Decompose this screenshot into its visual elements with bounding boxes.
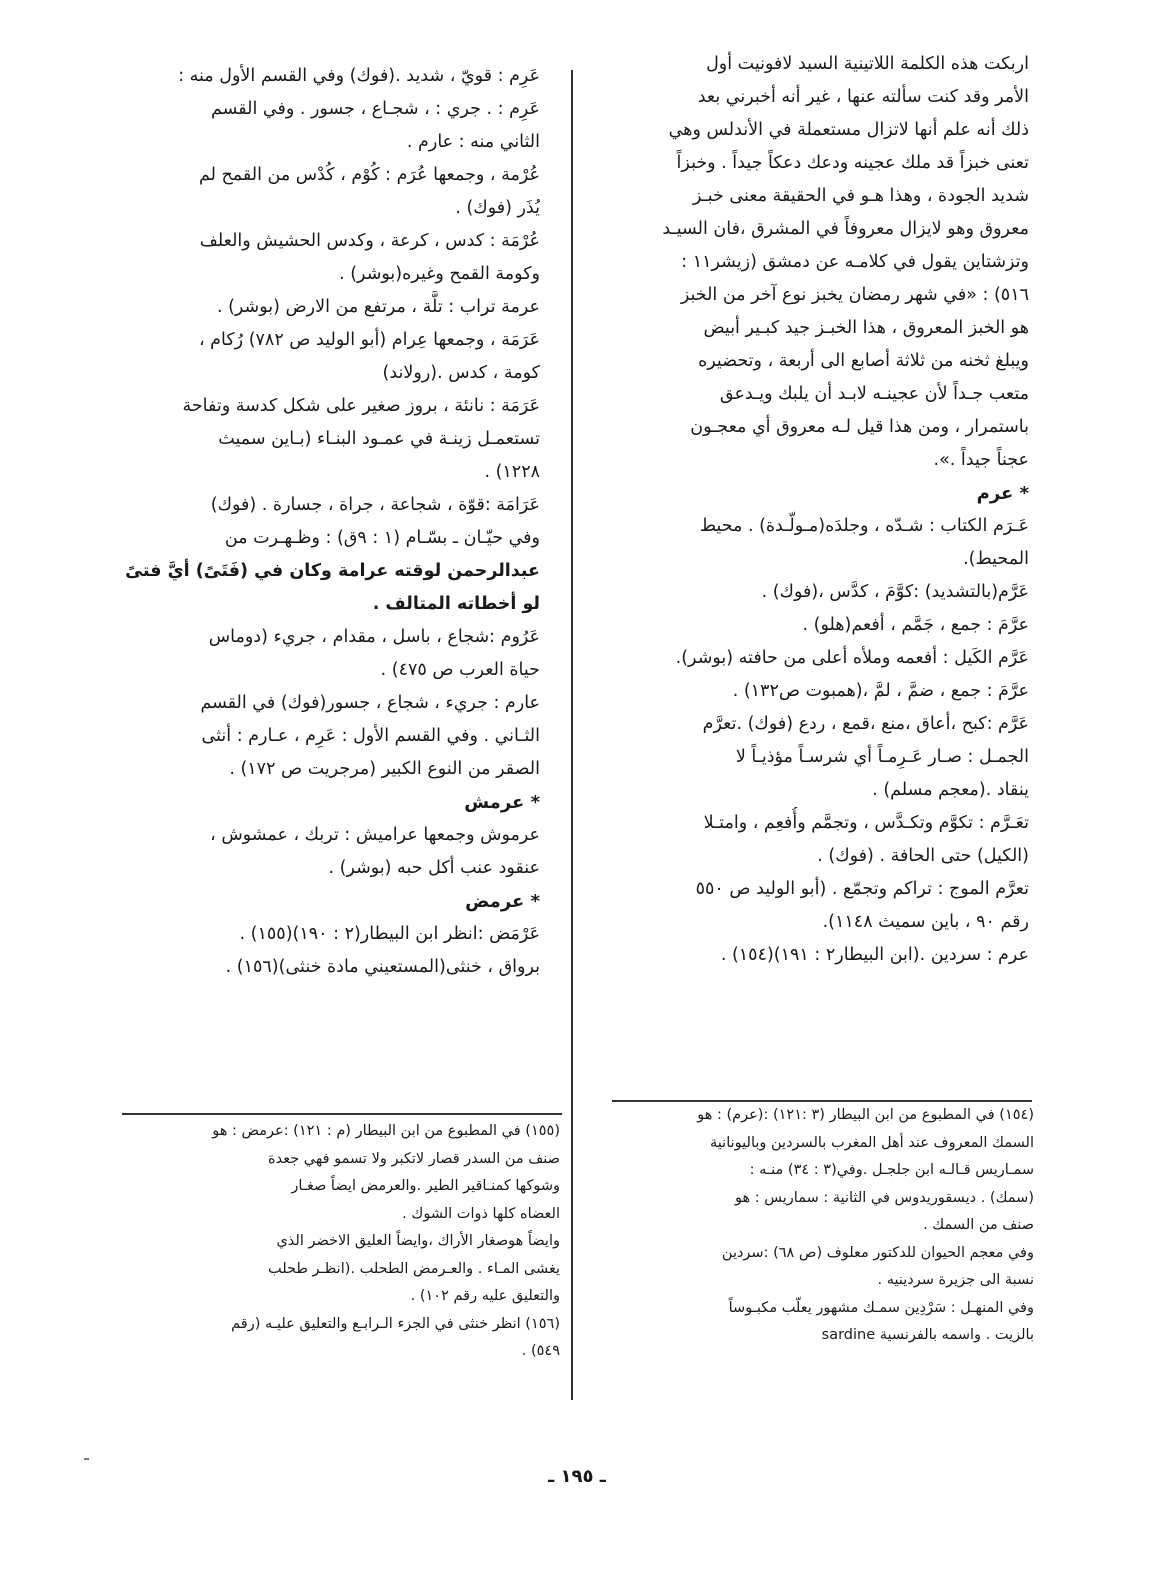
entry-line: الجمـل : صـار عَـرِمـاً أي شرسـاً مؤذيـاً لا [735, 747, 1029, 767]
text-line: معروق وهو لايزال معروفاً في المشرق ،فان السيـد [662, 219, 1029, 239]
entry-line: عَرِم : قويّ ، شديد .(فوك) وفي القسم الأول منه : [178, 66, 540, 86]
entry-line: عُرْمة ، وجمعها عُرَم : كُوْم ، كُدْس من القمح لم [198, 165, 540, 185]
entry-line: عَرَمَة : نانئة ، بروز صغير على شكل كدسة وتفاحة [182, 396, 540, 416]
footnote-line: (١٥٤) في المطبوع من ابن البيطار (٣ :١٢١) :(عرم) : هو [697, 1107, 1034, 1123]
text-line: هو الخبز المعروق ، هذا الخبـز جيد كبـير أبيض [703, 318, 1029, 338]
entry-line: برواق ، خنثى(المستعيني مادة خنثى)(١٥٦) . [225, 957, 540, 977]
entry-line: عرَّمَ : جمع ، جَمَّم ، أفعم(هلو) . [802, 615, 1029, 635]
text-line: الأمر وقد كنت سألته عنها ، غير أنه أخبرني بعد [697, 87, 1029, 107]
left-column [120, 60, 540, 984]
text-line: باستمرار ، ومن هذا قيل لـه معروق أي معجـون [690, 417, 1029, 437]
footnotes-left [120, 1118, 560, 1366]
entry-line: (الكيل) حتى الحافة . (فوك) . [817, 846, 1029, 866]
entry-line: عَرَامَة :قوّة ، شجاعة ، جراة ، جسارة . (فوك) [210, 495, 540, 515]
text-line: شديد الجودة ، وهذا هـو في الحقيقة معنى خبـز [692, 186, 1029, 206]
entry-line: عبدالرحمن لوقته عرامة وكان في (فَتَىً) أيَّ فتىً [125, 561, 540, 581]
scan-speck [84, 1458, 89, 1460]
section-heading: * عرم [976, 483, 1029, 504]
entry-line: لو أخطاته المتالف . [372, 594, 540, 614]
entry-line: عَرَّم(بالتشديد) :كوَّمَ ، كدَّس ،(فوك) . [761, 582, 1029, 602]
footnote-line: وفي المنهـل : سَرْدِين سمـك مشهور يعلّب مكبـوساً [728, 1299, 1034, 1316]
footnote-rule [122, 1113, 562, 1115]
section-heading: * عرمض [465, 891, 540, 912]
footnote-line: ٥٤٩) . [521, 1343, 560, 1359]
text-line: وتزشتاين يقول في كلامـه عن دمشق (زيشر١١ : [681, 252, 1029, 272]
footnote-line: صنف من السمك . [923, 1217, 1034, 1233]
entry-line: عَرُوم :شجاع ، باسل ، مقدام ، جريء (دوماس [208, 627, 540, 647]
section-heading: * عرمش [464, 792, 540, 813]
entry-line: تعرَّم الموج : تراكم وتجمّع . (أبو الوليد ص ٥٥٠ [695, 879, 1029, 899]
entry-line: وفي حيّـان ـ بسّـام (١ : ٩ق) : وظـهـرت من [224, 528, 540, 548]
intro-paragraph [609, 48, 1029, 477]
right-column [609, 48, 1029, 972]
footnote-line: (سمك) . ديسقوريدوس في الثانية : سماريس : هو [735, 1189, 1034, 1206]
footnotes-right [604, 1102, 1034, 1350]
entry-line: عَـرَم الكتاب : شـدّه ، وجلدَه(مـولّـدة) . محيط [699, 516, 1029, 536]
entry-line: يُذَر (فوك) . [455, 198, 540, 218]
entry-line: ينقاد .(معجم مسلم) . [872, 780, 1029, 800]
entry-line: عُرْمَة : كدس ، كرعة ، وكدس الحشيش والعلف [199, 231, 540, 251]
entry-line: حياة العرب ص ٤٧٥) . [380, 660, 540, 680]
entry-list [609, 510, 1029, 972]
entry-list [120, 918, 540, 984]
column-divider [571, 70, 573, 1400]
entry-line: عرمة تراب : تلَّة ، مرتفع من الارض (بوشر) . [216, 297, 540, 317]
entry-line: عارم : جريء ، شجاع ، جسور(فوك) في القسم [200, 693, 540, 713]
footnote-line: العضاه كلها ذوات الشوك . [402, 1205, 560, 1222]
entry-list [120, 60, 540, 786]
footnote-line: بالزيت . واسمه بالفرنسية sardine [821, 1327, 1034, 1343]
footnote-line: والتعليق عليه رقم ١٠٢) . [410, 1288, 560, 1304]
entry-line: عرموش وجمعها عراميش : تربك ، عمشوش ، [210, 825, 540, 845]
footnote-line: وايضاً هوصغار الأراك ،وايضاً العليق الاخضر الذي [276, 1233, 560, 1249]
footnote-line: نسبة الى جزيرة سردينيه . [877, 1272, 1034, 1288]
entry-line: عَرِم : . جري : ، شجـاع ، جسور . وفي القسم [211, 99, 540, 119]
entry-line: عَرْمَض :انظر ابن البيطار(٢ : ١٩٠)(١٥٥) . [239, 924, 540, 944]
entry-line: عنقود عنب أكل حبه (بوشر) . [328, 858, 540, 878]
text-line: ٥١٦) : «في شهر رمضان يخبز نوع آخر من الخبز [680, 285, 1029, 305]
text-line: متعب جـداً لأن عجينـه لابـد أن يلبك ويـدعق [719, 384, 1029, 404]
entry-line: كومة ، كدس .(رولاند) [382, 363, 540, 383]
footnote-line: وفي معجم الحيوان للدكتور معلوف (ص ٦٨) :سردين [721, 1244, 1034, 1261]
entry-line: الصقر من النوع الكبير (مرجريت ص ١٧٢) . [229, 759, 540, 779]
entry-list [120, 819, 540, 885]
footnote-line: وشوكها كمنـاقير الطير .والعرمض ايضاً صغـار [291, 1178, 560, 1194]
footnote-line: السمك المعروف عند أهل المغرب بالسردين وباليونانية [710, 1134, 1034, 1151]
entry-line: تعَـرَّم : تكوَّم وتكـدَّس ، وتجمَّم وأُفعِم ، وامتـلا [703, 813, 1029, 833]
text-line: ويبلغ ثخنه من ثلاثة أصابع الى أربعة ، وتحضيره [698, 351, 1029, 371]
text-line: ذلك أنه علم أنها لاتزال مستعملة في الأندلس وهي [668, 120, 1029, 140]
footnote-line: (١٥٦) انظر خنثى في الجزء الـرابـع والتعليق عليـه (رقم [231, 1315, 560, 1332]
entry-line: الثاني منه : عارم . [406, 132, 540, 152]
entry-line: تستعمـل زينـة في عمـود البنـاء (بـاين سميث [218, 429, 540, 449]
entry-line: الثـاني . وفي القسم الأول : عَرِم ، عـارم : أنثى [201, 726, 540, 746]
entry-line: رقم ٩٠ ، باين سميث ١١٤٨). [822, 912, 1029, 932]
text-line: عجناً جيداً .». [933, 450, 1029, 470]
text-line: تعنى خبزاً قد ملك عجينه ودعك دعكاً جيداً . وخبزاً [676, 153, 1029, 173]
entry-line: عَرَّم الكَيل : أفعمه وملأه أعلى من حافته (بوشر). [675, 648, 1029, 668]
entry-line: عرَّمَ : جمع ، ضمَّ ، لمَّ ،(همبوت ص١٣٢) . [732, 681, 1029, 701]
entry-line: عَرَّم :كبح ،أعاق ،منع ،قمع ، ردع (فوك) .تعرَّم [702, 714, 1029, 734]
footnote-line: سمـاريس قـالـه ابن جلجـل .وفي(٣ : ٣٤) منـه : [749, 1162, 1034, 1178]
entry-line: عرم : سردين .(ابن البيطار٢ : ١٩١)(١٥٤) . [720, 945, 1029, 965]
text-line: اربكت هذه الكلمة اللاتينية السيد لافونيت أول [706, 54, 1029, 74]
entry-line: عَرَمَة ، وجمعها عِرام (أبو الوليد ص ٧٨٢) رُكام ، [198, 330, 540, 350]
entry-line: ١٢٢٨) . [484, 462, 540, 482]
footnote-line: صنف من السدر قصار لاتكبر ولا تسمو فهي جعدة [268, 1150, 560, 1167]
footnote-line: (١٥٥) في المطبوع من ابن البيطار (م : ١٢١) :عرمض : هو [212, 1123, 560, 1139]
page-number: ـ ١٩٥ ـ [548, 1466, 606, 1487]
entry-line: المحيط). [963, 549, 1029, 569]
entry-line: وكومة القمح وغيره(بوشر) . [339, 264, 540, 284]
footnote-line: يغشى المـاء . والعـرمض الطحلب .(انظـر طحلب [267, 1260, 560, 1277]
